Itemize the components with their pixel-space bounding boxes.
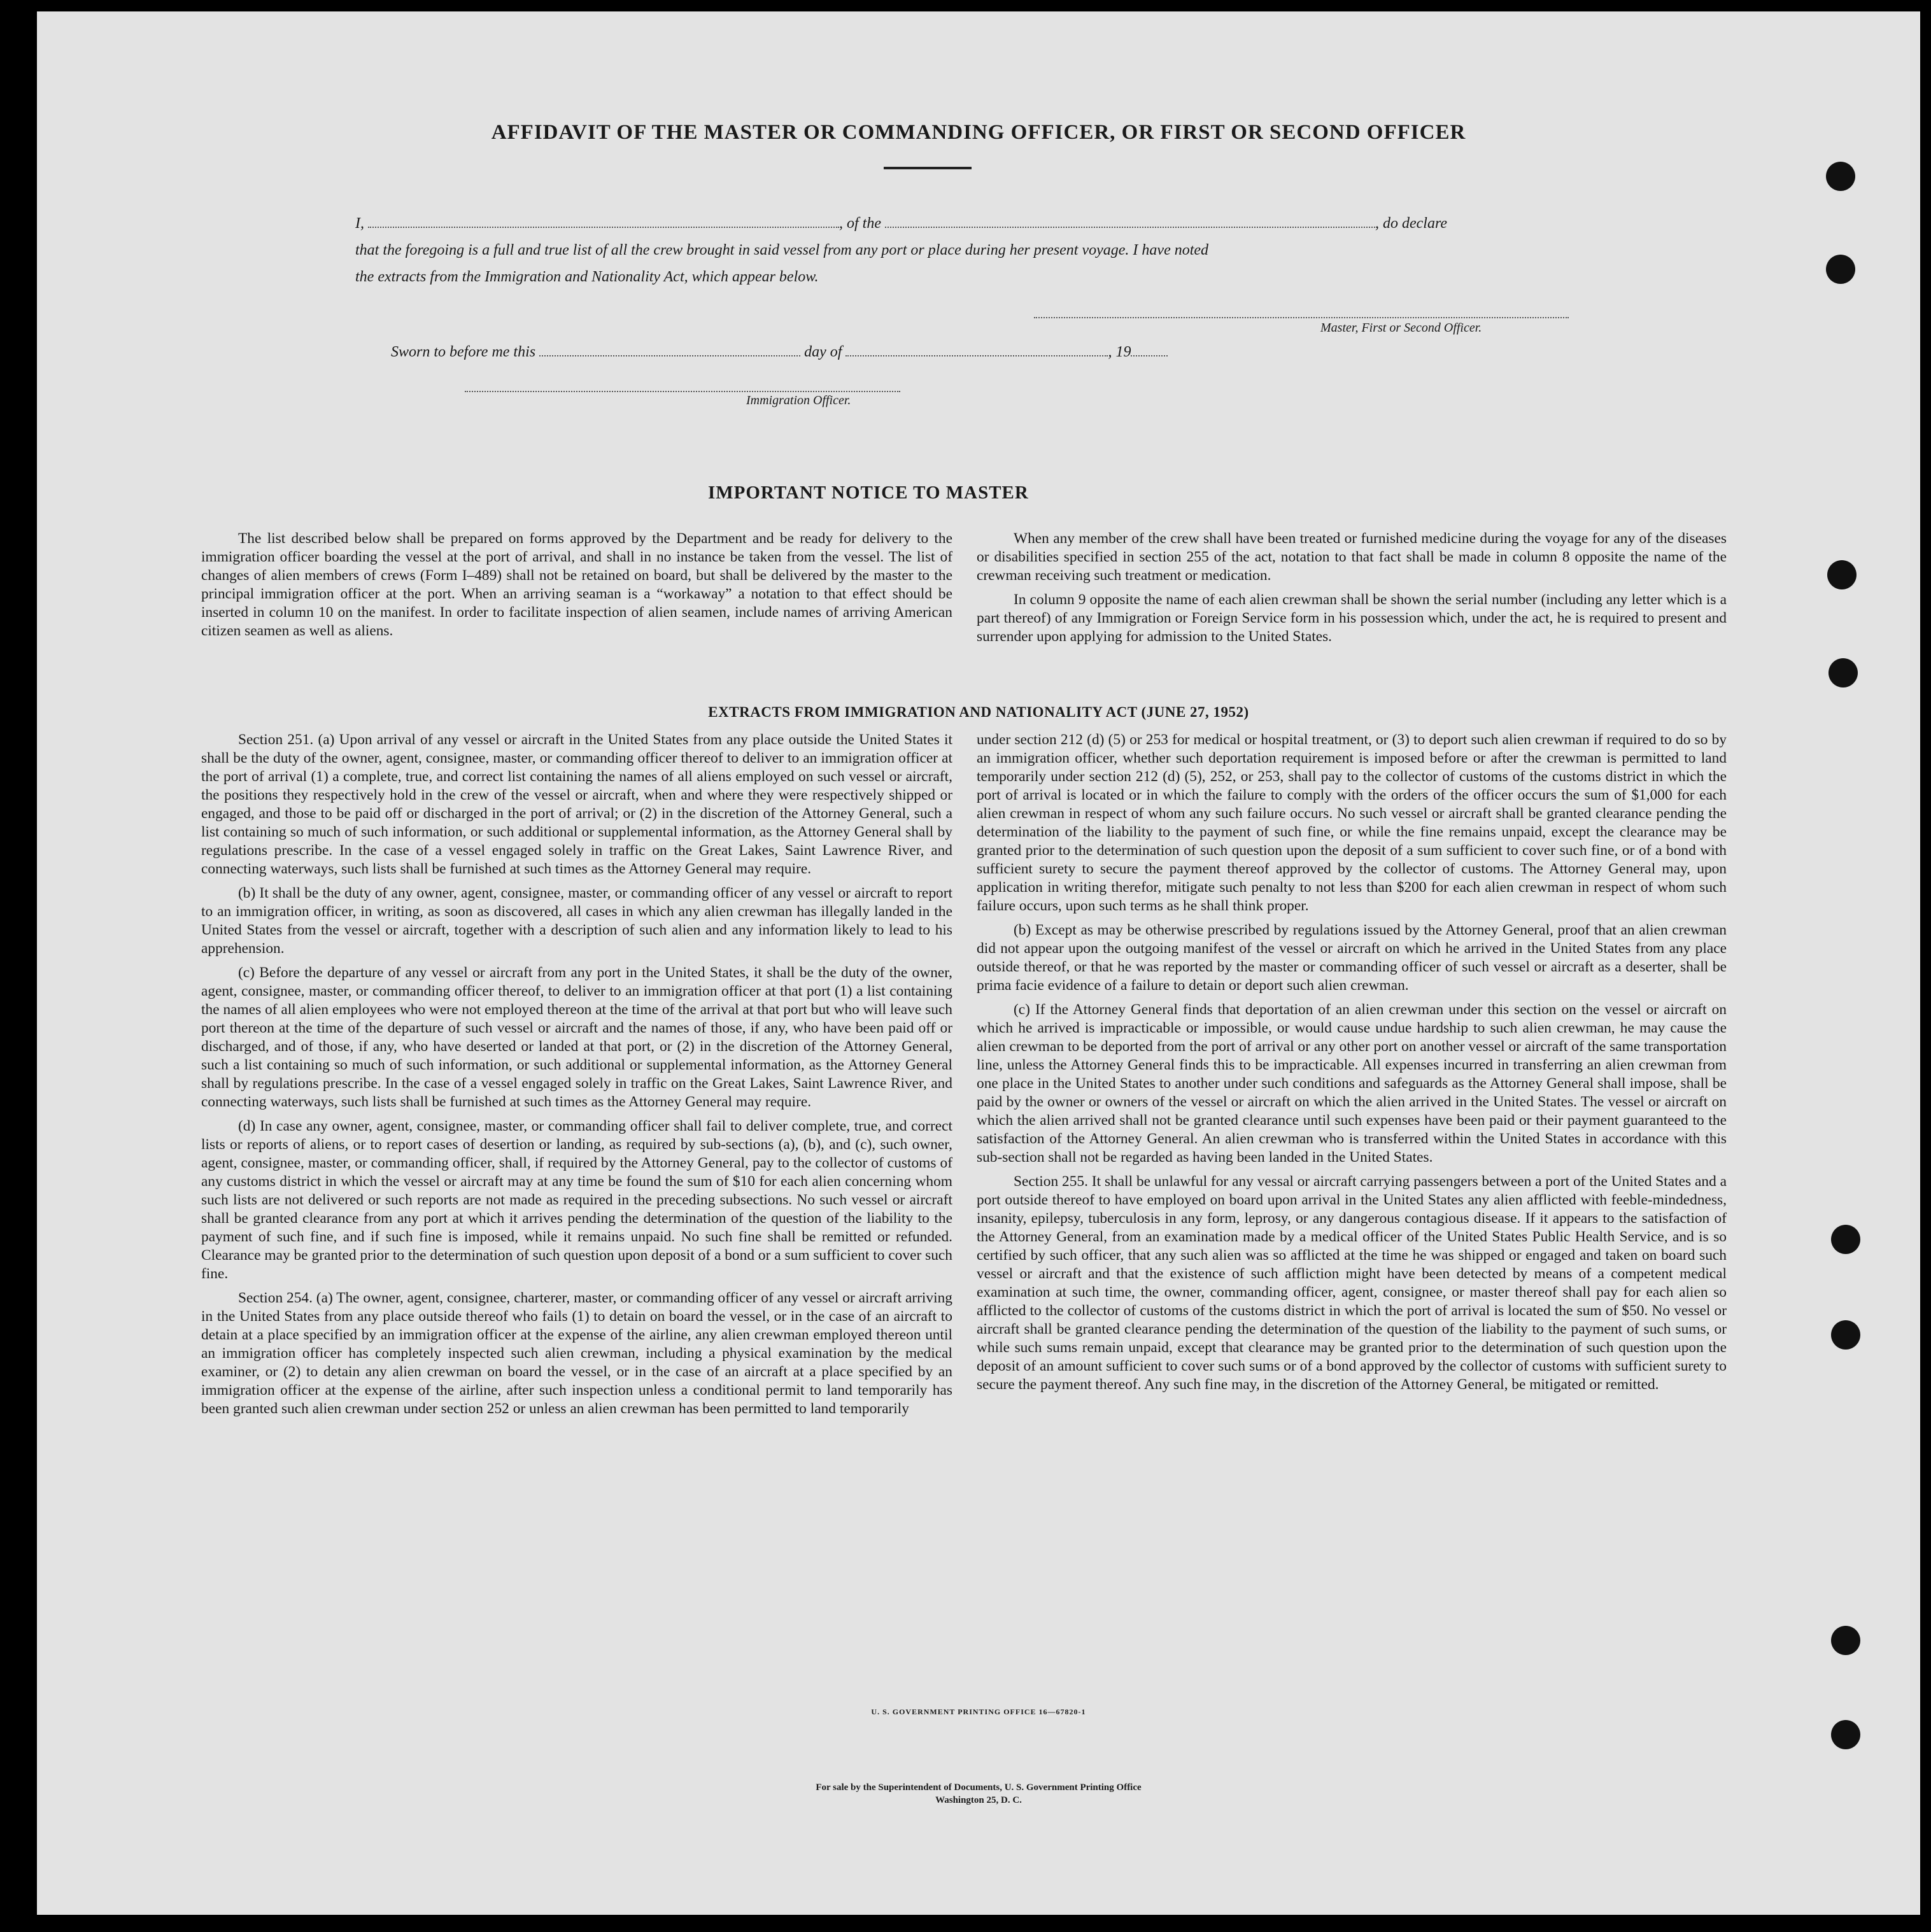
section-251-c: (c) Before the departure of any vessel or aircraft from any port in the United States, it shall be the duty of the owner, agent, consignee, master, or commanding officer thereof, to deliver to an immigration officer at that port (1) a list containing the names of all alien employees who were not employed thereon at the time of the arrival at that port but who will leave such port thereon at the time of the departure of such vessel or aircraft and the names of those, if any, who have been paid off or discharged, and of those, if any, who have deserted or landed at that port, or (2) in the discretion of the Attorney General, such a list containing so much of such information, or such additional or supplemental information, as the Attorney General shall by regulations prescribe. In the case of a vessel engaged solely in traffic on the Great Lakes, Saint Lawrence River, and connecting waterways, such lists shall be furnished at such times as the Attorney General may require. <box>201 964 952 1110</box>
section-251-a: Section 251. (a) Upon arrival of any vessel or aircraft in the United States from any place outside the United States it shall be the duty of the owner, agent, consignee, master, or commanding officer thereof to deliver to an immigration officer at the port of arrival (1) a complete, true, and correct list containing the names of all aliens employed on such vessel or aircraft, the positions they respectively hold in the crew of the vessel or aircraft, when and where they were respectively shipped or engaged, and those to be paid off or discharged in the port of arrival; or (2) in the discretion of the Attorney General, such a list containing so much of such information, or such additional or supplemental information, as the Attorney General shall by regulations prescribe. In the case of a vessel engaged solely in traffic on the Great Lakes, Saint Lawrence River, and connecting waterways, such lists shall be furnished at such times as the Attorney General may require. <box>201 731 952 877</box>
title-rule <box>884 167 972 169</box>
extracts-title: EXTRACTS FROM IMMIGRATION AND NATIONALITY ACT (JUNE 27, 1952) <box>708 704 1249 720</box>
extracts-right-column <box>977 731 1727 1394</box>
notice-left-column <box>201 530 952 640</box>
sworn-day-blank[interactable] <box>539 342 800 356</box>
document-page <box>37 11 1920 1915</box>
section-254-a-continued: under section 212 (d) (5) or 253 for medical or hospital treatment, or (3) to deport such alien crewman if required to do so by an immigration officer, whether such deportation requirement is imposed before or after the crewman is permitted to land temporarily under section 212 (d) (5), 252, or 253, shall pay to the collector of customs of the customs district in which the port of arrival is located or in which the failure to comply with the orders of the officer occurs the sum of $1,000 for each alien crewman in respect of whom any such failure occurs. No such vessel or aircraft shall be granted clearance pending the determination of the liability to the payment of such fine, or while the fine remains unpaid, except the clearance may be granted prior to the determination of such question upon the deposit of a sum sufficient to cover such fine, or of a bond with sufficient surety to secure the payment thereof approved by the collector of customs. The Attorney General may, upon application in writing therefor, mitigate such penalty to not less than $200 for each alien crewman in respect of whom such failure occurs, upon such terms as he shall think proper. <box>977 731 1727 914</box>
punch-hole-7 <box>1831 1626 1860 1655</box>
notice-left-paragraph: The list described below shall be prepared on forms approved by the Department and be ready for delivery to the immigration officer boarding the vessel at the port of arrival, and shall in no instance be taken from the vessel. The list of changes of alien members of crews (Form I–489) shall not be retained on board, but shall be delivered by the master to the principal immigration officer at the port. When an arriving seaman is a “workaway” a notation to that effect should be inserted in column 10 on the manifest. In order to facilitate inspection of alien seamen, include names of arriving American citizen seamen as well as aliens. <box>201 530 952 639</box>
section-251-d: (d) In case any owner, agent, consignee, master, or commanding officer shall fail to deliver complete, true, and correct lists or reports of aliens, or to report cases of desertion or landing, as required by sub-sections (a), (b), and (c), such owner, agent, consignee, master, or commanding officer, shall, if required by the Attorney General, pay to the collector of customs of any customs district in which the vessel or aircraft may at any time be found the sum of $10 for each alien concerning whom such lists are not delivered or such reports are not made as required in the preceding subsections. No such vessel or aircraft shall be granted clearance from any port at which it arrives pending the determination of the question of the liability to the payment of such fine, and if such fine is imposed, while it remains unpaid. No such fine shall be remitted or refunded. Clearance may be granted prior to the determination of such question upon deposit of a bond or a sum sufficient to cover such fine. <box>201 1118 952 1282</box>
punch-hole-1 <box>1826 162 1855 191</box>
declaration-line-1 <box>355 210 1603 237</box>
master-signature-caption: Master, First or Second Officer. <box>1320 321 1482 335</box>
immigration-officer-signature-line[interactable] <box>465 391 900 392</box>
punch-hole-4 <box>1828 658 1858 687</box>
section-255: Section 255. It shall be unlawful for any vessal or aircraft carrying passengers between a port of the United States and a port outside thereof to have employed on board upon arrival in the United States any alien afflicted with feeble-mindedness, insanity, epilepsy, tuberculosis in any form, leprosy, or any dangerous contagious disease. If it appears to the satisfaction of the Attorney General, from an examination made by a medical officer of the United States Public Health Service, and is so certified by such officer, that any such alien was so afflicted at the time he was shipped or engaged and taken on board such vessel or aircraft and that the existence of such affliction might have been detected by means of a competent medical examination at such time, the owner, commanding officer, agent, consignee, or master thereof shall pay for each alien so afflicted to the collector of customs of the customs district in which the port of arrival is located the sum of $50. No vessel or aircraft shall be granted clearance pending the determination of the question of the liability to the payment of such sums, or while such sums remain unpaid, except that clearance may be granted prior to the determination of such question upon the deposit of an amount sufficient to cover such sums or of a bond approved by the collector of customs with sufficient surety to secure the payment thereof. Any such fine may, in the discretion of the Attorney General, be mitigated or remitted. <box>977 1173 1727 1393</box>
section-254-c: (c) If the Attorney General finds that deportation of an alien crewman under this section on the vessel or aircraft on which he arrived is impracticable or impossible, or would cause undue hardship to such alien crewman, he may cause the alien crewman to be deported from the port of arrival or any other port on another vessel or aircraft of the same transportation line, unless the Attorney General finds this to be impracticable. All expenses incurred in transferring an alien crewman from one place in the United States to another under such conditions and safeguards as the Attorney General shall impose, shall be paid by the owner or owners of the vessel or aircraft on which the alien arrived in the United States. The vessel or aircraft on which the alien arrived shall not be granted clearance until such expenses have been paid or their payment guaranteed to the satisfaction of the Attorney General. An alien crewman who is transferred within the United States in accordance with this sub-section shall not be regarded as having been landed in the United States. <box>977 1001 1727 1166</box>
vessel-blank[interactable] <box>885 214 1375 228</box>
notice-right-paragraph-2: In column 9 opposite the name of each alien crewman shall be shown the serial number (including any letter which is a part thereof) of any Immigration or Foreign Service form in his possession which, under the act, he is required to present and surrender upon applying for admission to the United States. <box>977 591 1727 645</box>
declaration-do-declare: , do declare <box>1375 215 1448 232</box>
extracts-left-column <box>201 731 952 1418</box>
punch-hole-2 <box>1826 255 1855 284</box>
name-blank[interactable] <box>368 214 839 228</box>
sworn-line <box>391 339 1639 365</box>
immigration-officer-caption: Immigration Officer. <box>746 393 851 407</box>
declaration-line-2: that the foregoing is a full and true list of all the crew brought in said vessel from any port or place during her present voyage. I have noted <box>355 242 1209 258</box>
declaration-of-the: , of the <box>839 215 881 232</box>
section-251-b: (b) It shall be the duty of any owner, agent, consignee, master, or commanding officer of any vessel or aircraft to report to an immigration officer, in writing, as soon as discovered, all cases in which any alien crewman has illegally landed in the United States from the vessel or aircraft, together with a description of such alien and any information likely to lead to his apprehension. <box>201 885 952 957</box>
sworn-year-blank[interactable] <box>1131 342 1168 356</box>
master-signature-line[interactable] <box>1034 317 1569 318</box>
punch-hole-5 <box>1831 1225 1860 1254</box>
declaration-line-3: the extracts from the Immigration and Nationality Act, which appear below. <box>355 269 819 285</box>
section-254-a: Section 254. (a) The owner, agent, consignee, charterer, master, or commanding officer of any vessel or aircraft arriving in the United States from any place outside thereof who fails (1) to detain on board the vessel, or in the case of an aircraft to detain at a place specified by an immigration officer at the expense of the airline, any alien crewman employed thereon until an immigration officer has completely inspected such alien crewman, including a physical examination by the medical examiner, or (2) to detain any alien crewman on board the vessel, or in the case of an aircraft at a place specified by an immigration officer at the expense of the airline, after such inspection unless a conditional permit to land temporarily has been granted such alien crewman under section 252 or unless an alien crewman has been permitted to land temporarily <box>201 1290 952 1417</box>
punch-hole-8 <box>1831 1720 1860 1749</box>
year-label: , 19 <box>1108 344 1131 360</box>
notice-right-column <box>977 530 1727 646</box>
affidavit-title: AFFIDAVIT OF THE MASTER OR COMMANDING OFFICER, OR FIRST OR SECOND OFFICER <box>491 121 1466 144</box>
day-of-label: day of <box>804 344 842 360</box>
sworn-label: Sworn to before me this <box>391 344 536 360</box>
notice-right-paragraph-1: When any member of the crew shall have been treated or furnished medicine during the voyage for any of the diseases or disabilities specified in section 255 of the act, notation to that fact shall be made in column 8 opposite the name of the crewman receiving such treatment or medication. <box>977 530 1727 584</box>
sale-notice <box>37 1781 1920 1807</box>
gpo-imprint: U. S. GOVERNMENT PRINTING OFFICE 16—67820-1 <box>871 1707 1086 1716</box>
sale-notice-line-2: Washington 25, D. C. <box>935 1795 1022 1805</box>
punch-hole-6 <box>1831 1320 1860 1350</box>
section-254-b: (b) Except as may be otherwise prescribed by regulations issued by the Attorney General, proof that an alien crewman did not appear upon the outgoing manifest of the vessel or aircraft on which he arrived in the United States from any place outside thereof, or that he was reported by the master or commanding officer of such vessel or aircraft as a deserter, shall be prima facie evidence of a failure to detain or deport such alien crewman. <box>977 922 1727 994</box>
declaration-i: I, <box>355 215 364 232</box>
sale-notice-line-1: For sale by the Superintendent of Documents, U. S. Government Printing Office <box>816 1782 1142 1793</box>
notice-title: IMPORTANT NOTICE TO MASTER <box>708 483 1029 503</box>
punch-hole-3 <box>1827 560 1857 589</box>
sworn-month-blank[interactable] <box>845 342 1108 356</box>
